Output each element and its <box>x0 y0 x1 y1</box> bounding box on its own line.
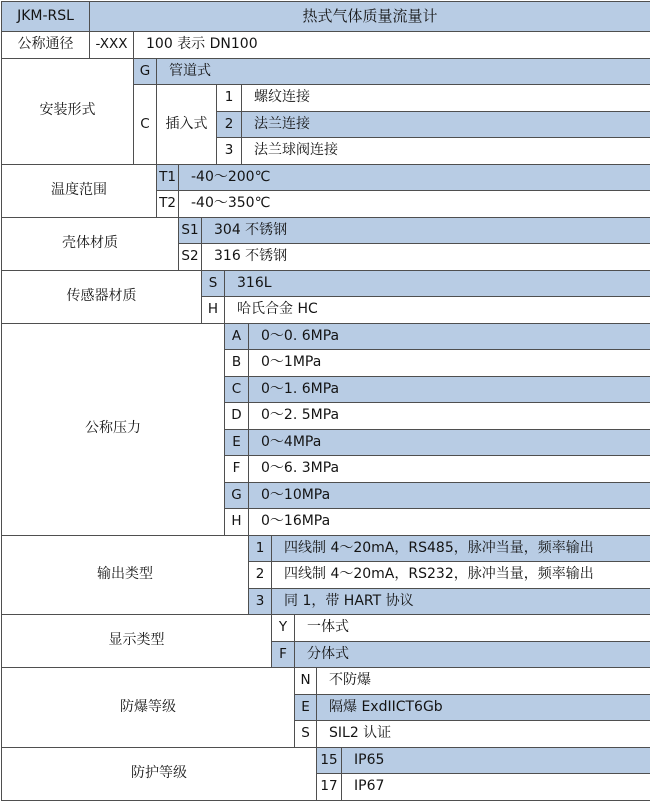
content-cell: 0～2. 5MPa <box>249 403 650 430</box>
section-label-output: 输出类型 <box>2 535 249 615</box>
table-row <box>2 323 650 350</box>
content-cell: 0～0. 6MPa <box>249 323 650 350</box>
content-cell: 0～1. 6MPa <box>249 376 650 403</box>
table-row <box>2 217 650 244</box>
content-cell: 304 不锈钢 <box>202 217 650 244</box>
content-cell: 0～1MPa <box>249 350 650 377</box>
content-cell: -40～350℃ <box>179 191 650 218</box>
model-cell: JKM-RSL <box>2 2 90 32</box>
content-cell: IP67 <box>342 774 650 801</box>
code-cell: S <box>202 270 225 297</box>
code-cell: S1 <box>179 217 202 244</box>
section-label-temp: 温度范围 <box>2 164 157 217</box>
table-row <box>2 535 650 562</box>
content-cell: 四线制 4～20mA，RS485，脉冲当量，频率输出 <box>272 535 650 562</box>
model-selection-table <box>1 1 650 801</box>
table-row <box>2 668 650 695</box>
content-cell: 管道式 <box>157 58 650 85</box>
section-label-explosion: 防爆等级 <box>2 668 295 748</box>
table-row <box>2 270 650 297</box>
code-cell: -XXX <box>90 32 134 59</box>
content-cell: 同 1，带 HART 协议 <box>272 588 650 615</box>
code-cell: 2 <box>249 562 272 589</box>
product-title: 热式气体质量流量计 <box>90 2 650 32</box>
code-cell: F <box>272 641 295 668</box>
section-label-housing: 壳体材质 <box>2 217 179 270</box>
content-cell: SIL2 认证 <box>317 721 650 748</box>
content-cell: 0～10MPa <box>249 482 650 509</box>
code-cell: T1 <box>157 164 179 191</box>
section-label-sensor: 传感器材质 <box>2 270 202 323</box>
content-cell: 法兰连接 <box>242 111 650 138</box>
code-cell: E <box>295 694 317 721</box>
section-label-protection: 防护等级 <box>2 747 317 800</box>
code-cell: N <box>295 668 317 695</box>
section-label-dn: 公称通径 <box>2 32 90 59</box>
code-cell: S2 <box>179 244 202 271</box>
code-cell: D <box>225 403 249 430</box>
content-cell: 316L <box>225 270 650 297</box>
code-cell: B <box>225 350 249 377</box>
table-row <box>2 58 650 85</box>
code-cell: 1 <box>249 535 272 562</box>
content-cell: 隔爆 ExdIICT6Gb <box>317 694 650 721</box>
content-cell: 分体式 <box>295 641 650 668</box>
content-cell: 法兰球阀连接 <box>242 138 650 165</box>
content-cell: 四线制 4～20mA，RS232，脉冲当量，频率输出 <box>272 562 650 589</box>
content-cell: 螺纹连接 <box>242 85 650 112</box>
table-row <box>2 2 650 32</box>
code-cell: T2 <box>157 191 179 218</box>
code-cell: 2 <box>217 111 242 138</box>
code-cell: H <box>225 509 249 536</box>
insert-type-cell: 插入式 <box>157 85 217 165</box>
content-cell: 316 不锈钢 <box>202 244 650 271</box>
code-cell: H <box>202 297 225 324</box>
content-cell: 0～16MPa <box>249 509 650 536</box>
code-cell: E <box>225 429 249 456</box>
code-cell: Y <box>272 615 295 642</box>
code-cell: 15 <box>317 747 342 774</box>
table-row <box>2 747 650 774</box>
code-cell: 17 <box>317 774 342 801</box>
content-cell: 0～4MPa <box>249 429 650 456</box>
code-cell: G <box>134 58 157 85</box>
content-cell: 哈氏合金 HC <box>225 297 650 324</box>
section-label-pressure: 公称压力 <box>2 323 225 535</box>
table-row <box>2 164 650 191</box>
content-cell: 100 表示 DN100 <box>134 32 650 59</box>
code-cell: F <box>225 456 249 483</box>
code-cell: C <box>225 376 249 403</box>
content-cell: 不防爆 <box>317 668 650 695</box>
code-cell: S <box>295 721 317 748</box>
section-label-display: 显示类型 <box>2 615 272 668</box>
content-cell: 一体式 <box>295 615 650 642</box>
code-cell: G <box>225 482 249 509</box>
content-cell: IP65 <box>342 747 650 774</box>
section-label-install: 安装形式 <box>2 58 134 164</box>
content-cell: 0～6. 3MPa <box>249 456 650 483</box>
table-row <box>2 615 650 642</box>
content-cell: -40～200℃ <box>179 164 650 191</box>
code-cell: 3 <box>217 138 242 165</box>
code-cell: 1 <box>217 85 242 112</box>
code-cell: A <box>225 323 249 350</box>
table-row <box>2 32 650 59</box>
code-cell: 3 <box>249 588 272 615</box>
code-cell: C <box>134 85 157 165</box>
